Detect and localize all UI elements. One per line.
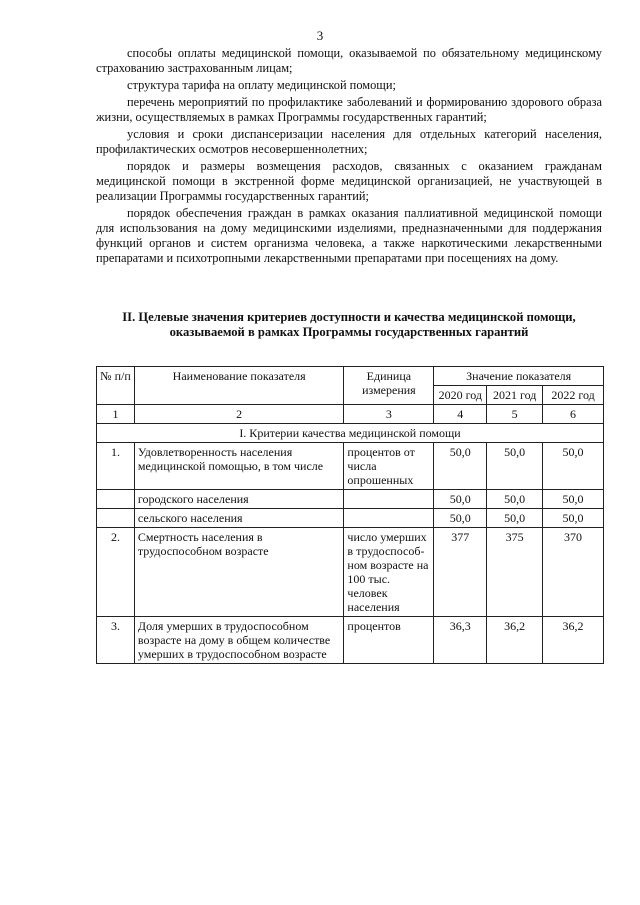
row-unit: процентов от числа опрошенных bbox=[344, 443, 434, 490]
row-num: 2. bbox=[97, 528, 135, 617]
paragraph: способы оплаты медицинской помощи, оказываемой по обязательному медицинскому страхованию застрахованным лицам; bbox=[96, 46, 602, 75]
col-number: 2 bbox=[134, 405, 344, 424]
criteria-table bbox=[96, 366, 604, 664]
row-name: Удовлетворенность населения медицинской помощью, в том числе bbox=[134, 443, 344, 490]
table-row bbox=[97, 528, 604, 617]
col-number: 1 bbox=[97, 405, 135, 424]
col-number: 3 bbox=[344, 405, 434, 424]
row-num bbox=[97, 509, 135, 528]
col-number: 6 bbox=[543, 405, 604, 424]
row-unit: число умерших в трудоспособ-ном возрасте на 100 тыс. человек населения bbox=[344, 528, 434, 617]
table-row bbox=[97, 490, 604, 509]
row-value-2022: 370 bbox=[543, 528, 604, 617]
paragraph: порядок и размеры возмещения расходов, связанных с оказанием гражданам медицинской помощи в экстренной форме медицинской организацией, не участвующей в реализации Программы государственных гарантий; bbox=[96, 159, 602, 203]
row-num: 1. bbox=[97, 443, 135, 490]
row-value-2021: 375 bbox=[487, 528, 543, 617]
header-year-2020: 2020 год bbox=[434, 386, 487, 405]
header-year-2022: 2022 год bbox=[543, 386, 604, 405]
row-name: Смертность населения в трудоспособном возрасте bbox=[134, 528, 344, 617]
table-section-title: I. Критерии качества медицинской помощи bbox=[97, 424, 604, 443]
row-name: городского населения bbox=[134, 490, 344, 509]
col-number: 5 bbox=[487, 405, 543, 424]
header-name: Наименование показателя bbox=[134, 367, 344, 405]
table-section-row bbox=[97, 424, 604, 443]
row-value-2020: 50,0 bbox=[434, 443, 487, 490]
row-unit: процентов bbox=[344, 617, 434, 664]
section-title: II. Целевые значения критериев доступности и качества медицинской помощи, оказываемой в рамках Программы государственных гарантий bbox=[122, 310, 576, 339]
row-value-2021: 50,0 bbox=[487, 509, 543, 528]
row-value-2020: 36,3 bbox=[434, 617, 487, 664]
header-num: № п/п bbox=[97, 367, 135, 405]
page-number: 3 bbox=[316, 28, 324, 43]
row-value-2020: 50,0 bbox=[434, 490, 487, 509]
paragraph: структура тарифа на оплату медицинской помощи; bbox=[127, 78, 396, 92]
paragraph: перечень мероприятий по профилактике заболеваний и формированию здорового образа жизни, осуществляемых в рамках Программы государственных гарантий; bbox=[96, 95, 602, 124]
table-row bbox=[97, 509, 604, 528]
header-unit: Единица измерения bbox=[344, 367, 434, 405]
row-value-2022: 50,0 bbox=[543, 509, 604, 528]
row-num bbox=[97, 490, 135, 509]
header-year-2021: 2021 год bbox=[487, 386, 543, 405]
table-row bbox=[97, 443, 604, 490]
row-value-2022: 50,0 bbox=[543, 490, 604, 509]
row-value-2021: 50,0 bbox=[487, 490, 543, 509]
row-unit bbox=[344, 490, 434, 509]
paragraph: порядок обеспечения граждан в рамках оказания паллиативной медицинской помощи для использования на дому медицинскими изделиями, предназначенными для поддержания функций органов и систем организма человека, а также наркотическими лекарственными препаратами и психотропными лекарственными препаратами при посещениях на дому. bbox=[96, 206, 602, 265]
row-name: Доля умерших в трудоспособном возрасте на дому в общем количестве умерших в трудоспособном возрасте bbox=[134, 617, 344, 664]
table-row bbox=[97, 617, 604, 664]
row-value-2022: 50,0 bbox=[543, 443, 604, 490]
row-value-2021: 36,2 bbox=[487, 617, 543, 664]
row-value-2020: 50,0 bbox=[434, 509, 487, 528]
body-text bbox=[96, 46, 602, 268]
row-value-2022: 36,2 bbox=[543, 617, 604, 664]
paragraph: условия и сроки диспансеризации населения для отдельных категорий населения, профилактических осмотров несовершеннолетних; bbox=[96, 127, 602, 156]
row-name: сельского населения bbox=[134, 509, 344, 528]
table-header-row bbox=[97, 367, 604, 386]
row-num: 3. bbox=[97, 617, 135, 664]
header-value-group: Значение показателя bbox=[434, 367, 604, 386]
col-number: 4 bbox=[434, 405, 487, 424]
column-number-row bbox=[97, 405, 604, 424]
row-unit bbox=[344, 509, 434, 528]
row-value-2020: 377 bbox=[434, 528, 487, 617]
row-value-2021: 50,0 bbox=[487, 443, 543, 490]
